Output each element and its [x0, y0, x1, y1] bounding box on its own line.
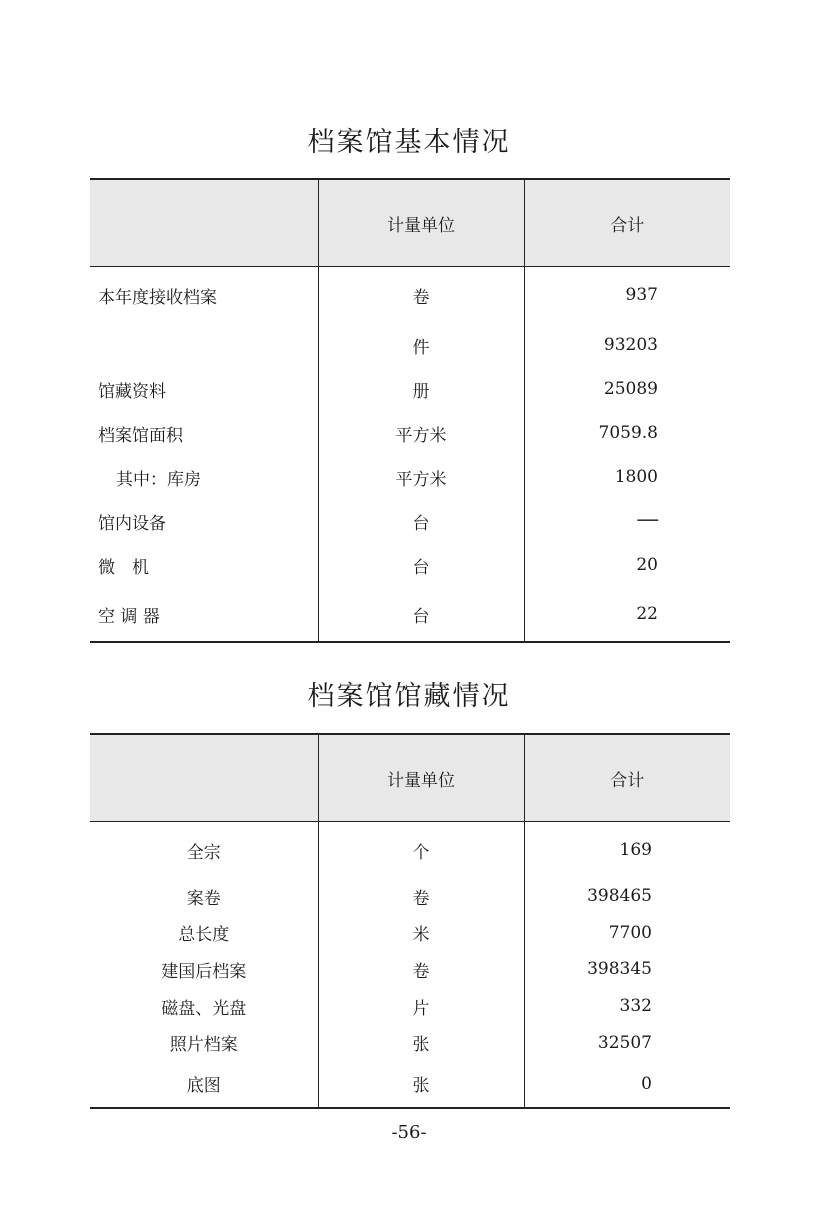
row-unit: 张	[318, 1061, 524, 1108]
table2-title: 档案馆馆藏情况	[307, 681, 511, 712]
row-name	[90, 323, 318, 367]
row-value: 20	[524, 543, 730, 587]
row-name: 总长度	[178, 925, 230, 946]
row-value: 0	[524, 1061, 730, 1108]
table-row	[90, 499, 730, 543]
table-row	[90, 915, 730, 952]
row-value: 7700	[524, 915, 730, 952]
row-name: 馆内设备	[98, 513, 166, 534]
row-name: 空 调 器	[90, 587, 318, 642]
row-name: 本年度接收档案	[98, 287, 217, 308]
row-value: 398465	[524, 878, 730, 915]
table-row	[90, 543, 730, 587]
holdings-table	[90, 733, 730, 1109]
table-row	[90, 878, 730, 915]
row-value: 332	[524, 988, 730, 1025]
row-unit: 台	[318, 587, 524, 642]
table1-title: 档案馆基本情况	[307, 127, 511, 158]
row-name: 档案馆面积	[98, 425, 183, 446]
table-row	[90, 411, 730, 455]
row-value: 32507	[524, 1024, 730, 1061]
row-unit: 件	[318, 323, 524, 367]
row-name: 案卷	[186, 888, 221, 909]
header-total: 合计	[524, 179, 730, 267]
row-name: 磁盘、光盘	[161, 998, 247, 1019]
table-row	[90, 267, 730, 324]
table-row	[90, 455, 730, 499]
header-total: 合计	[524, 734, 730, 822]
row-unit: 平方米	[318, 411, 524, 455]
row-name: 馆藏资料	[98, 381, 166, 402]
page-number: -56-	[391, 1122, 427, 1143]
row-value: 398345	[524, 951, 730, 988]
row-unit: 米	[318, 915, 524, 952]
row-value: ──	[524, 499, 730, 543]
row-unit: 平方米	[318, 455, 524, 499]
table-row	[90, 822, 730, 879]
row-unit: 台	[318, 543, 524, 587]
row-value: 22	[524, 587, 730, 642]
row-value: 169	[524, 822, 730, 879]
row-unit: 卷	[318, 267, 524, 324]
header-item	[90, 734, 318, 822]
row-value: 1800	[524, 455, 730, 499]
table-row	[90, 367, 730, 411]
row-unit: 卷	[318, 951, 524, 988]
row-unit: 片	[318, 988, 524, 1025]
header-row	[90, 734, 730, 822]
row-name: 其中：库房	[116, 469, 201, 490]
row-name: 照片档案	[169, 1035, 238, 1056]
table-row	[90, 323, 730, 367]
row-value: 937	[524, 267, 730, 324]
row-name: 全宗	[186, 842, 221, 863]
table-row	[90, 1024, 730, 1061]
table-row	[90, 951, 730, 988]
row-unit: 张	[318, 1024, 524, 1061]
row-name: 底图	[90, 1061, 318, 1108]
row-unit: 台	[318, 499, 524, 543]
row-value: 7059.8	[524, 411, 730, 455]
table-row	[90, 587, 730, 642]
header-unit: 计量单位	[318, 734, 524, 822]
row-unit: 卷	[318, 878, 524, 915]
header-unit: 计量单位	[318, 179, 524, 267]
header-row	[90, 179, 730, 267]
row-value: 93203	[524, 323, 730, 367]
row-unit: 个	[318, 822, 524, 879]
row-name: 微 机	[98, 557, 149, 578]
row-unit: 册	[318, 367, 524, 411]
table-row	[90, 988, 730, 1025]
row-value: 25089	[524, 367, 730, 411]
table-row	[90, 1061, 730, 1108]
header-item	[90, 179, 318, 267]
row-name: 建国后档案	[161, 961, 247, 982]
basic-info-table	[90, 178, 730, 643]
